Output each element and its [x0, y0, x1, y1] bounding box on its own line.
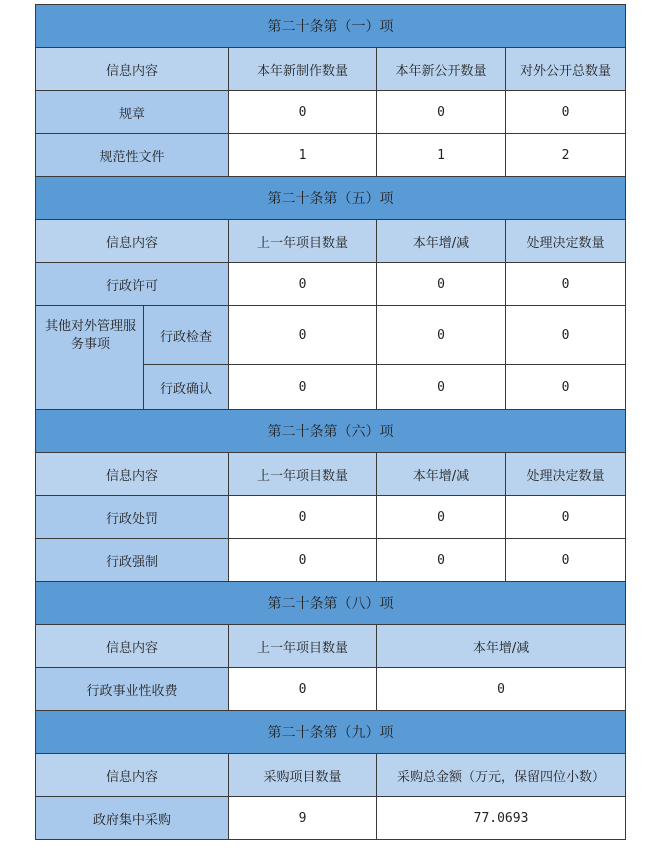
- row-label: 行政事业性收费: [36, 668, 229, 711]
- cell-value: 0: [229, 306, 377, 365]
- row-label: 行政处罚: [36, 496, 229, 539]
- cell-value: 1: [377, 134, 506, 177]
- cell-value: 0: [377, 263, 506, 306]
- cell-value: 0: [506, 539, 626, 582]
- column-header: 上一年项目数量: [229, 453, 377, 496]
- section-title: 第二十条第（五）项: [36, 177, 626, 220]
- section-title: 第二十条第（九）项: [36, 711, 626, 754]
- cell-value: 0: [377, 365, 506, 410]
- cell-value: 2: [506, 134, 626, 177]
- column-header: 信息内容: [36, 453, 229, 496]
- cell-value: 77.0693: [377, 797, 626, 840]
- cell-value: 0: [377, 306, 506, 365]
- column-header: 上一年项目数量: [229, 220, 377, 263]
- row-label: 规章: [36, 91, 229, 134]
- row-label: 行政确认: [144, 365, 229, 410]
- cell-value: 0: [229, 365, 377, 410]
- cell-value: 0: [506, 263, 626, 306]
- section-title: 第二十条第（六）项: [36, 410, 626, 453]
- cell-value: 0: [377, 539, 506, 582]
- cell-value: 9: [229, 797, 377, 840]
- section-title: 第二十条第（一）项: [36, 5, 626, 48]
- column-header: 本年新制作数量: [229, 48, 377, 91]
- cell-value: 0: [229, 91, 377, 134]
- column-header: 上一年项目数量: [229, 625, 377, 668]
- section-title: 第二十条第（八）项: [36, 582, 626, 625]
- cell-value: 1: [229, 134, 377, 177]
- row-label: 行政检查: [144, 306, 229, 365]
- cell-value: 0: [229, 539, 377, 582]
- column-header: 本年增/减: [377, 453, 506, 496]
- disclosure-table: [35, 4, 626, 840]
- cell-value: 0: [506, 496, 626, 539]
- table-row: [36, 797, 626, 840]
- column-header: 采购项目数量: [229, 754, 377, 797]
- row-label: 行政许可: [36, 263, 229, 306]
- cell-value: 0: [377, 496, 506, 539]
- column-header: 对外公开总数量: [506, 48, 626, 91]
- column-header: 处理决定数量: [506, 453, 626, 496]
- cell-value: 0: [506, 365, 626, 410]
- column-header: 处理决定数量: [506, 220, 626, 263]
- column-header: 本年增/减: [377, 625, 626, 668]
- table-row: [36, 306, 626, 365]
- column-header: 本年增/减: [377, 220, 506, 263]
- column-header: 信息内容: [36, 48, 229, 91]
- cell-value: 0: [229, 668, 377, 711]
- table-row: [36, 263, 626, 306]
- table-row: [36, 91, 626, 134]
- column-header: 信息内容: [36, 754, 229, 797]
- column-header: 信息内容: [36, 220, 229, 263]
- cell-value: 0: [377, 668, 626, 711]
- group-label: 其他对外管理服务事项: [36, 306, 144, 410]
- table-row: [36, 668, 626, 711]
- table-row: [36, 539, 626, 582]
- table-row: [36, 134, 626, 177]
- row-label: 政府集中采购: [36, 797, 229, 840]
- cell-value: 0: [506, 306, 626, 365]
- cell-value: 0: [229, 496, 377, 539]
- cell-value: 0: [506, 91, 626, 134]
- table-row: [36, 496, 626, 539]
- cell-value: 0: [229, 263, 377, 306]
- column-header: 信息内容: [36, 625, 229, 668]
- cell-value: 0: [377, 91, 506, 134]
- row-label: 规范性文件: [36, 134, 229, 177]
- row-label: 行政强制: [36, 539, 229, 582]
- column-header: 本年新公开数量: [377, 48, 506, 91]
- column-header: 采购总金额（万元，保留四位小数）: [377, 754, 626, 797]
